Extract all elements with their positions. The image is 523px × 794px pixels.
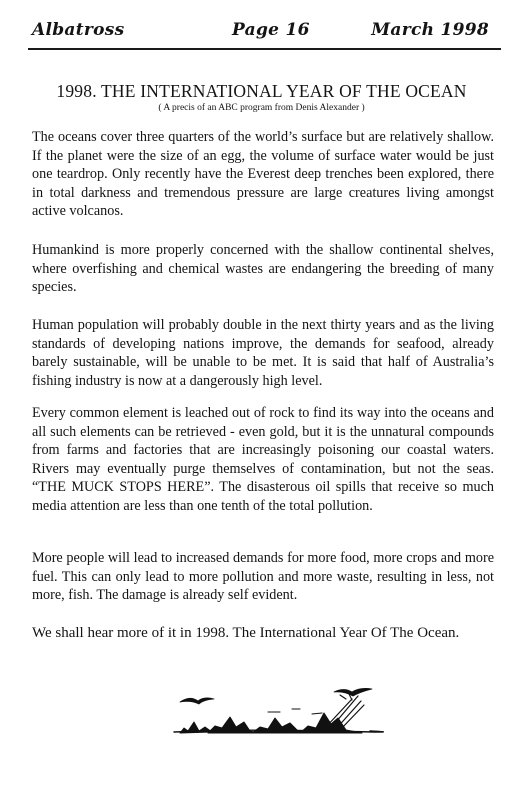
- whale-silhouette-1: [180, 722, 212, 733]
- article-paragraph-1: The oceans cover three quarters of the world’s surface but are relatively shallow. If the planet were the size of an egg, the volume of surface water would be just one teardrop. Only recently have the Everest deep trenches been explored, there in total darkness and tremendous pressure are large creatures living amongst active volcanos.: [32, 129, 494, 220]
- newsletter-name: Albatross: [32, 20, 125, 40]
- sea-ripple: [268, 709, 322, 714]
- article-paragraph-3: Human population will probably double in the next thirty years and as the living standards of developing nations improve, the demands for seafood, already barely sustainable, will be unable to be met. It is said that half of Australia’s fishing industry is now at a dangerously high level.: [32, 317, 494, 389]
- article-title: 1998. THE INTERNATIONAL YEAR OF THE OCEAN: [56, 81, 467, 101]
- page-number: Page 16: [232, 20, 310, 40]
- bird-left: [180, 698, 214, 704]
- article-paragraph-4: Every common element is leached out of rock to find its way into the oceans and all such elements can be retrieved - even gold, but it is the unnatural compounds from farms and factories that are increasingly poisoning our coastal waters. Rivers may eventually purge themselves of contamination, but not the seas. “THE MUCK STOPS HERE”. The disasterous oil spills that receive so much media attention are less than one tenth of the total pollution.: [32, 405, 494, 514]
- issue-date: March 1998: [371, 20, 489, 40]
- article-paragraph-5: More people will lead to increased demands for more food, more crops and more fuel. This can only lead to more pollution and more waste, resulting in less, not more, fish. The damage is already self evident.: [32, 550, 494, 604]
- article-paragraph-6: We shall hear more of it in 1998. The International Year Of The Ocean.: [32, 625, 460, 641]
- article-paragraph-2: Humankind is more properly concerned with the shallow continental shelves, where overfishing and chemical wastes are endangering the breeding of many species.: [32, 242, 494, 296]
- article-subtitle: ( A precis of an ABC program from Denis Alexander ): [158, 103, 365, 113]
